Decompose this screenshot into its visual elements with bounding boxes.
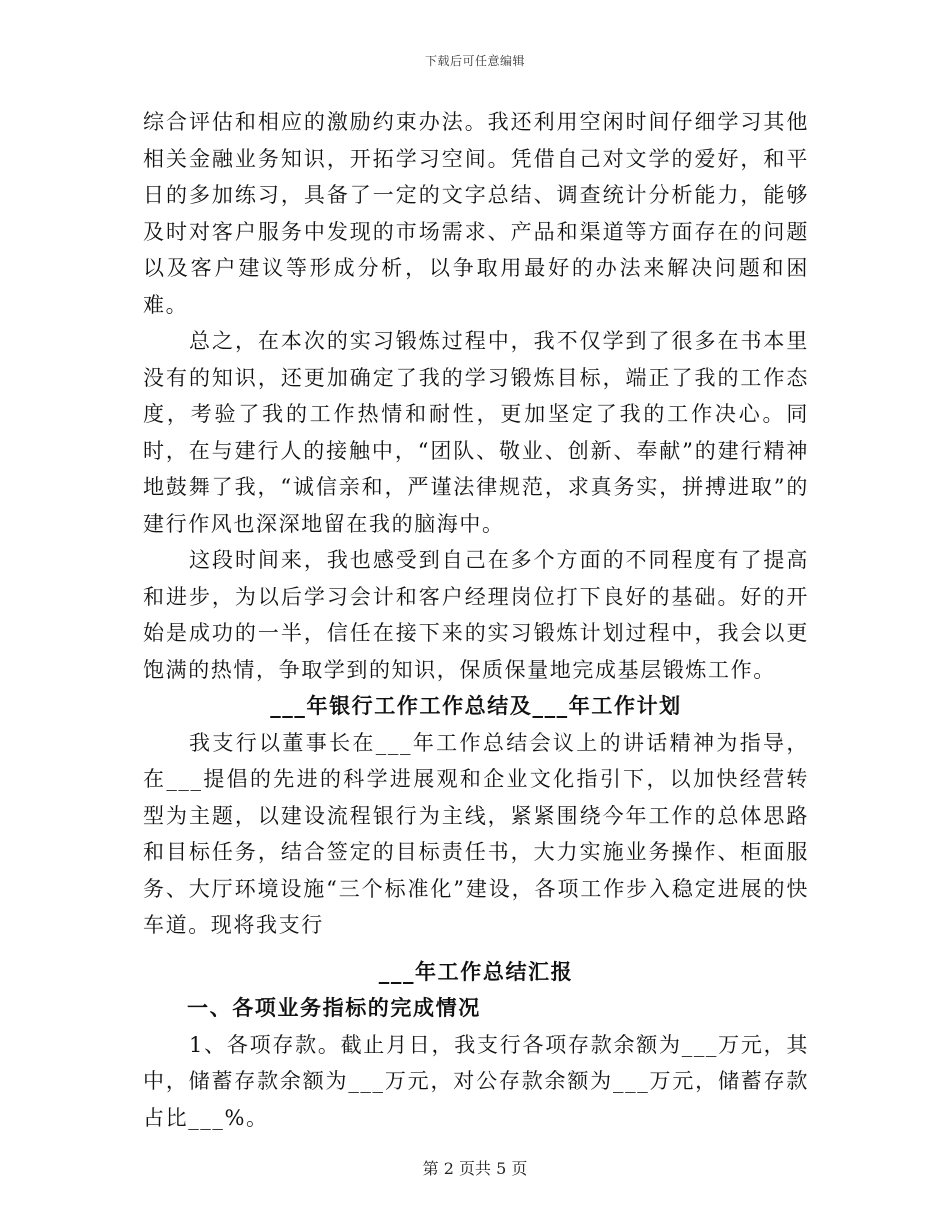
paragraph-deposits: 1、各项存款。截止月日，我支行各项存款余额为___万元，其中，储蓄存款余额为___万元，对公存款余额为___万元，储蓄存款占比___%。	[143, 1032, 809, 1130]
page-header: 下载后可任意编辑	[424, 54, 525, 68]
paragraph-progress: 这段时间来，我也感受到自己在多个方面的不同程度有了提高和进步，为以后学习会计和客户经理岗位打下良好的基础。好的开始是成功的一半，信任在接下来的实习锻炼计划过程中，我会以更饱满的热情，争取学到的知识，保质保量地完成基层锻炼工作。	[143, 548, 809, 682]
document-body	[143, 104, 809, 1136]
section-heading-business-indicators: 一、各项业务指标的完成情况	[187, 995, 481, 1020]
paragraph-summary: 总之，在本次的实习锻炼过程中，我不仅学到了很多在书本里没有的知识，还更加确定了我的学习锻炼目标，端正了我的工作态度，考验了我的工作热情和耐性，更加坚定了我的工作决心。同时，在与建行人的接触中，“团队、敬业、创新、奉献”的建行精神地鼓舞了我，“诚信亲和，严谨法律规范，求真务实，拼搏进取”的建行作风也深深地留在我的脑海中。	[143, 329, 809, 536]
document-title: ___年银行工作工作总结及___年工作计划	[270, 693, 682, 718]
paragraph-intro-continued: 综合评估和相应的激励约束办法。我还利用空闲时间仔细学习其他相关金融业务知识，开拓学习空间。凭借自己对文学的爱好，和平日的多加练习，具备了一定的文字总结、调查统计分析能力，能够及时对客户服务中发现的市场需求、产品和渠道等方面存在的问题以及客户建议等形成分析，以争取用最好的办法来解决问题和困难。	[143, 110, 809, 317]
report-title: ___年工作总结汇报	[378, 958, 574, 984]
spacer	[143, 944, 809, 954]
paragraph-branch-overview: 我支行以董事长在___年工作总结会议上的讲话精神为指导，在___提倡的先进的科学进展观和企业文化指引下，以加快经营转型为主题，以建设流程银行为主线，紧紧围绕今年工作的总体思路和目标任务，结合签定的目标责任书，大力实施业务操作、柜面服务、大厅环境设施“三个标准化”建设，各项工作步入稳定进展的快车道。现将我支行	[143, 730, 809, 937]
page-footer: 第 2 页共 5 页	[422, 1159, 528, 1178]
